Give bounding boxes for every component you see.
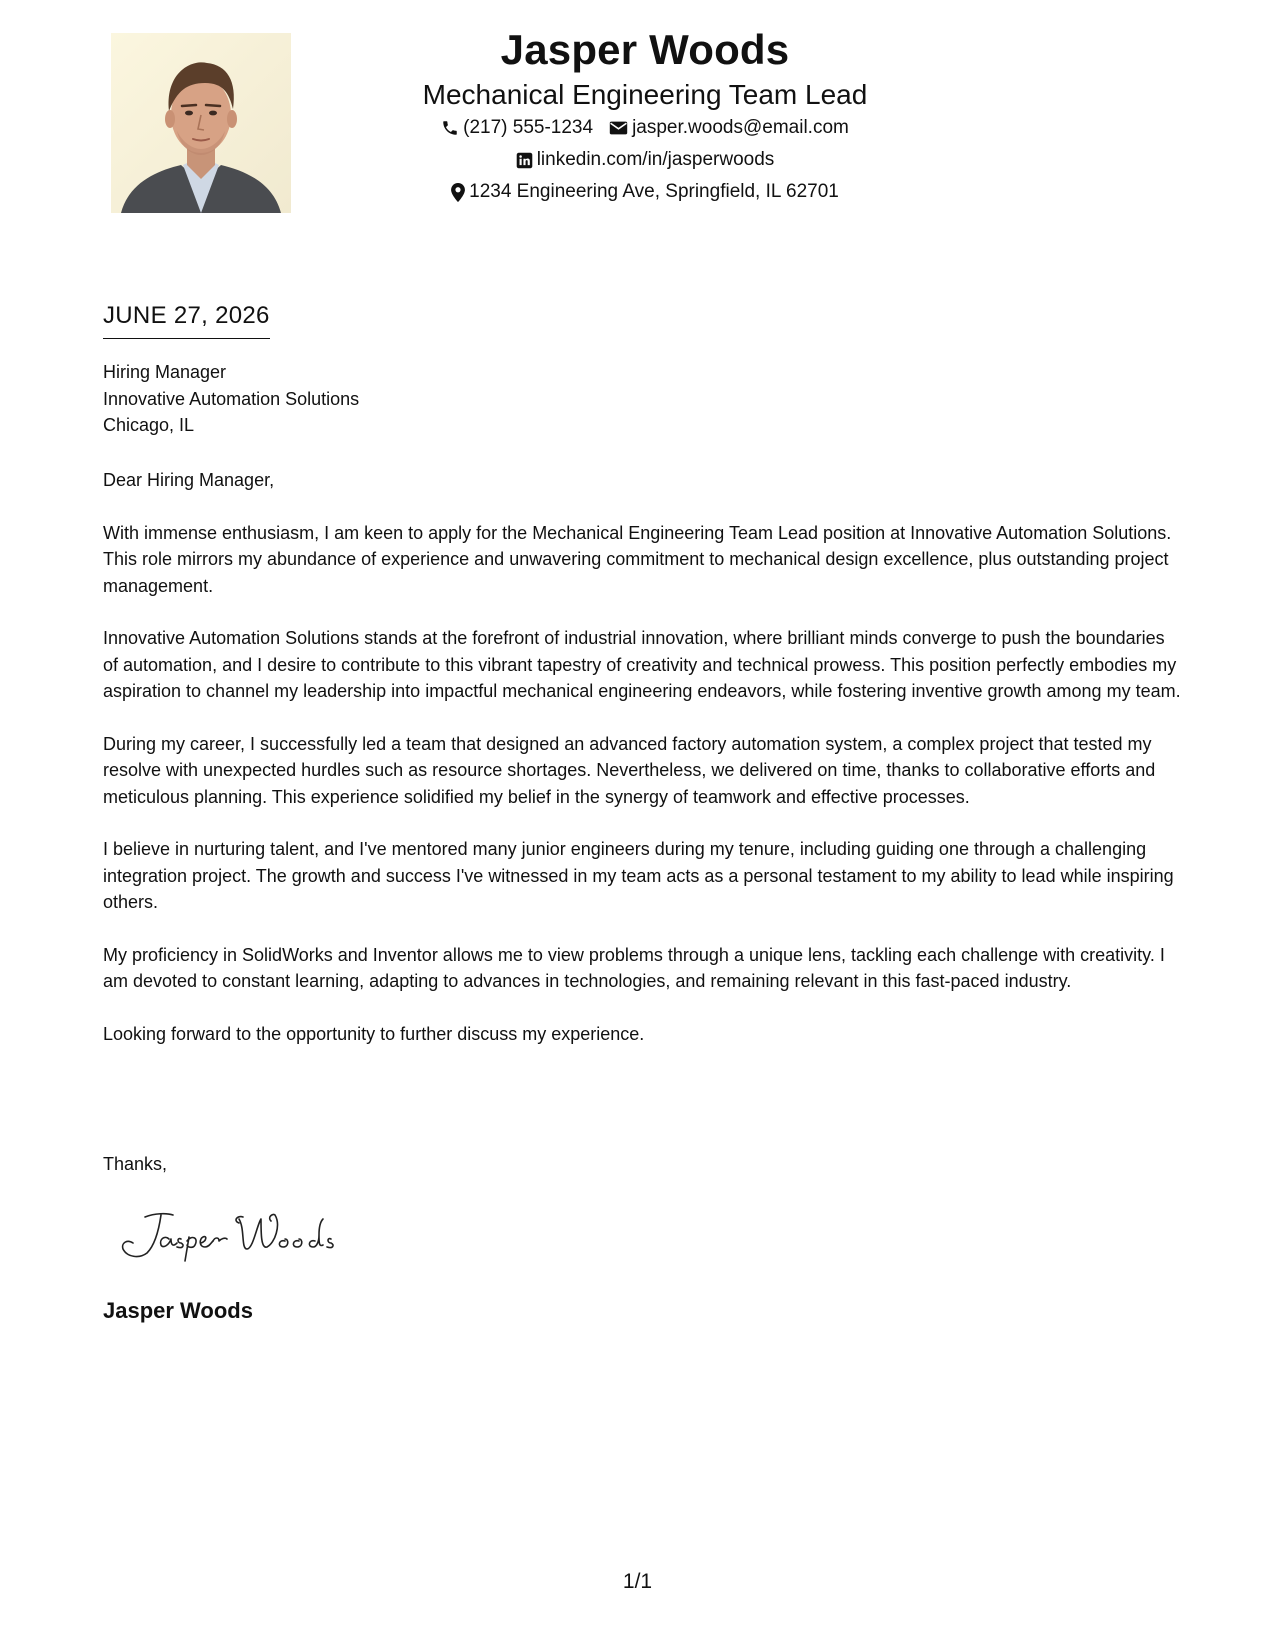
phone-number: (217) 555-1234 [463,117,594,138]
signer-name: Jasper Woods [103,1298,253,1323]
paragraph-4: I believe in nurturing talent, and I've mentored many junior engineers during my tenure, including guiding one through a challenging integration project. The growth and success I've witnessed in my team acts as a personal testament to my ability to lead while inspiring others. [103,839,1174,912]
email-address[interactable]: jasper.woods@email.com [632,117,849,138]
address-contact [451,176,839,208]
phone-icon [441,119,459,137]
paragraph-6: Looking forward to the opportunity to further discuss my experience. [103,1023,645,1044]
recipient-block [103,359,359,439]
paragraph-2: Innovative Automation Solutions stands at the forefront of industrial innovation, where brilliant minds converge to push the boundaries of automation, and I desire to contribute to this vibrant tapestry of creativity and technical prowess. This position perfectly embodies my aspiration to channel my leadership into impactful mechanical engineering endeavors, while fostering inventive growth among my team. [103,628,1181,701]
letter-date: JUNE 27, 2026 [103,300,270,339]
handwritten-signature [115,1205,355,1265]
street-address: 1234 Engineering Ave, Springfield, IL 62701 [469,181,839,202]
page-number: 1/1 [622,1570,653,1593]
closing: Thanks, [103,1154,168,1174]
contact-row-address [380,176,910,208]
linkedin-contact[interactable] [516,144,775,176]
recipient-name: Hiring Manager [103,362,227,382]
paragraph-1: With immense enthusiasm, I am keen to apply for the Mechanical Engineering Team Lead position at Innovative Automation Solutions. This role mirrors my abundance of experience and unwavering commitment to mechanical design excellence, plus outstanding project management. [103,522,1172,596]
paragraph-5: My proficiency in SolidWorks and Inventor allows me to view problems through a unique lens, tackling each challenge with creativity. I am devoted to constant learning, adapting to advances in technologies, and remaining relevant in this fast-paced industry. [103,944,1165,991]
email-contact[interactable] [609,112,849,144]
email-icon [609,120,628,136]
applicant-title: Mechanical Engineering Team Lead [422,79,868,110]
paragraph-3: During my career, I successfully led a team that designed an advanced factory automation system, a complex project that tested my resolve with unexpected hurdles such as resource shortages. Nevertheless, we delivered on time, thanks to collaborative efforts and meticulous planning. This experience solidified my belief in the synergy of teamwork and effective processes. [103,733,1156,807]
letterhead [380,22,910,208]
applicant-name: Jasper Woods [500,26,790,73]
contact-row-linkedin [380,144,910,176]
linkedin-url[interactable]: linkedin.com/in/jasperwoods [536,149,775,170]
linkedin-icon [516,152,533,169]
profile-photo [111,33,291,213]
location-pin-icon [451,183,465,202]
salutation: Dear Hiring Manager, [103,470,275,490]
letter-body [103,467,1183,1073]
contact-row-phone-email [380,112,910,144]
recipient-company: Innovative Automation Solutions [103,388,360,409]
recipient-location: Chicago, IL [103,415,195,435]
phone-contact [441,112,593,144]
